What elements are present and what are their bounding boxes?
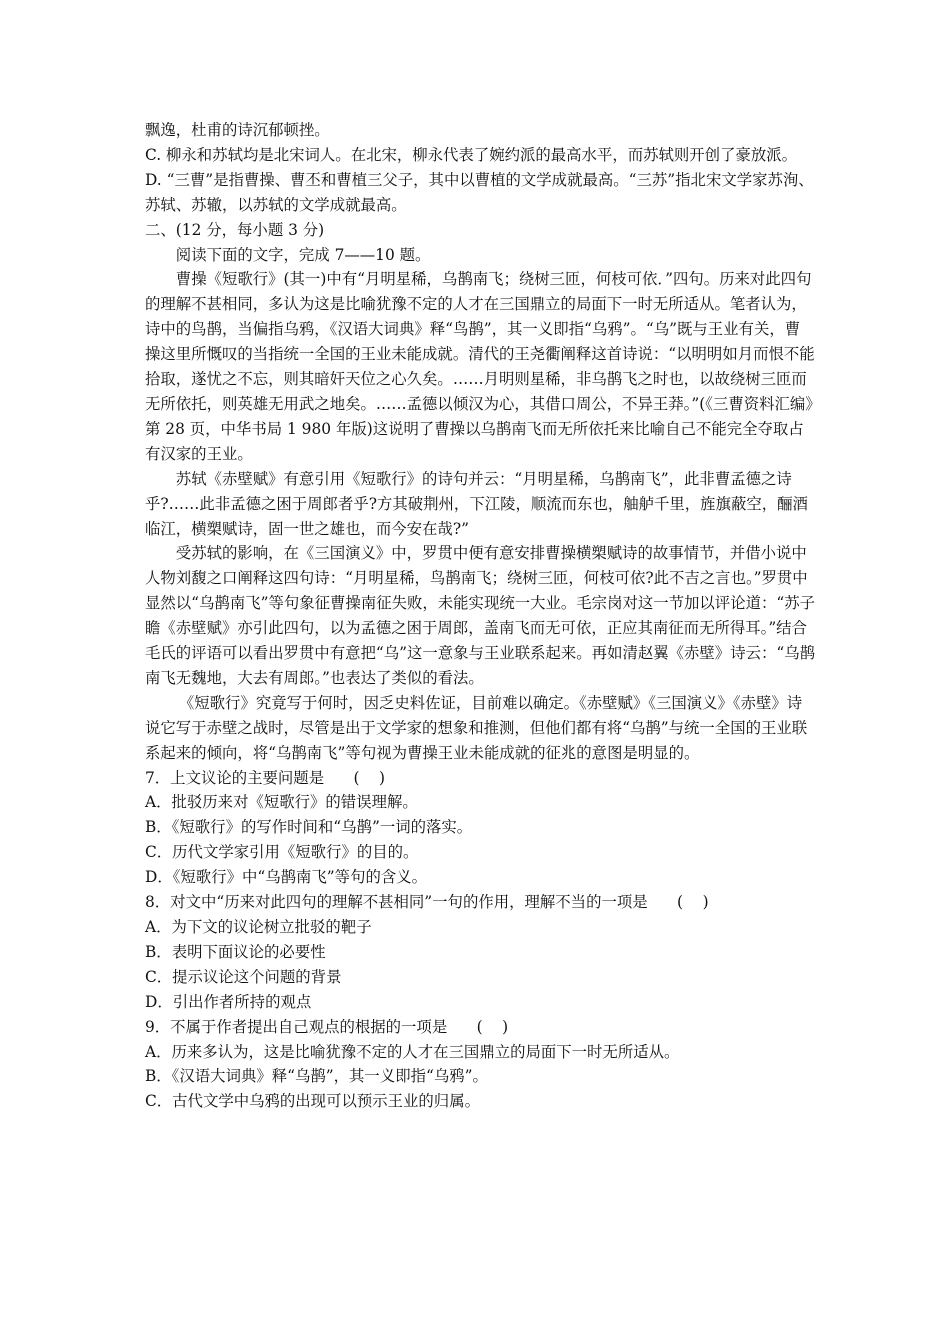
answer-option-c: C．古代文学中乌鸦的出现可以预示王业的归属。	[145, 1092, 480, 1111]
answer-option-a: A．为下文的议论树立批驳的靶子	[145, 918, 372, 936]
question-9	[145, 1015, 815, 1115]
question-8	[145, 890, 815, 1015]
reading-instruction: 阅读下面的文字，完成 7——10 题。	[175, 245, 431, 264]
answer-option-d: D．引出作者所持的观点	[145, 992, 312, 1011]
answer-option-b: B．《汉语大词典》释“乌鹊”，其一义即指“乌鸦”。	[145, 1067, 488, 1086]
answer-option-b: B．《短歌行》的写作时间和“乌鹊”一词的落实。	[145, 818, 473, 837]
passage-paragraph-1: 曹操《短歌行》(其一)中有“月明星稀，乌鹊南飞；绕树三匝，何枝可依．”四句。历来对此四句的理解不甚相同，多认为这是比喻犹豫不定的人才在三国鼎立的局面下一时无所适从。笔者认为，诗中的鸟鹊，当偏指乌鸦，《汉语大词典》释“鸟鹊”，其一义即指“乌鸦”。“乌”既与王业有关，曹操这里所慨叹的当指统一全国的王业未能成就。清代的王尧衢阐释这首诗说：“以明明如月而恨不能拾取，遂忧之不忘，则其暗奸天位之心久矣。……月明则星稀，非乌鹊飞之时也，以故绕树三匝而无所依托，则英雄无用武之地矣。……孟德以倾汉为心，其借口周公，不异王莽。”(《三曹资料汇编》第 28 页，中华书局 1 980 年版)这说明了曹操以乌鹊南飞而无所依托来比喻自己不能完全夺取占有汉家的王业。	[145, 270, 815, 463]
answer-option-c: C．提示议论这个问题的背景	[145, 967, 342, 986]
answer-option-a: A．历来多认为，这是比喻犹豫不定的人才在三国鼎立的局面下一时无所适从。	[145, 1042, 680, 1061]
passage-paragraph-2: 苏轼《赤壁赋》有意引用《短歌行》的诗句并云：“月明星稀，乌鹊南飞”，此非曹孟德之诗乎?……此非孟德之困于周郎者乎?方其破荆州，下江陵，顺流而东也，舳舻千里，旌旗蔽空，酾酒临江，横槊赋诗，固一世之雄也，而今安在哉?”	[145, 469, 808, 538]
answer-option-a: A．批驳历来对《短歌行》的错误理解。	[145, 793, 418, 812]
continued-option-text: 飘逸，杜甫的诗沉郁顿挫。	[145, 121, 330, 139]
document-page	[145, 118, 815, 1114]
question-stem: 7．上文议论的主要问题是 ( )	[145, 768, 386, 787]
question-stem: 8．对文中“历来对此四句的理解不甚相同”一句的作用，理解不当的一项是 ( )	[145, 893, 709, 912]
option-c-prev-question: C. 柳永和苏轼均是北宋词人。在北宋，柳永代表了婉约派的最高水平，而苏轼则开创了豪放派。	[145, 145, 798, 164]
question-stem: 9．不属于作者提出自己观点的根据的一项是 ( )	[145, 1017, 509, 1036]
answer-option-d: D．《短歌行》中“乌鹊南飞”等句的含义。	[145, 868, 428, 887]
answer-option-b: B．表明下面议论的必要性	[145, 942, 326, 961]
passage-paragraph-3: 受苏轼的影响，在《三国演义》中，罗贯中便有意安排曹操横槊赋诗的故事情节，并借小说中人物刘馥之口阐释这四句诗：“月明星稀，鸟鹊南飞；绕树三匝，何枝可依?此不吉之言也。”罗贯中显然以“乌鹊南飞”等句象征曹操南征失败，未能实现统一大业。毛宗岗对这一节加以评论道：“苏子瞻《赤壁赋》亦引此四句，以为孟德之困于周郎，盖南飞而无可依，正应其南征而无所得耳。”结合毛氏的评语可以看出罗贯中有意把“乌”这一意象与王业联系起来。再如清赵翼《赤壁》诗云：“乌鹊南飞无魏地，大去有周郎。”也表达了类似的看法。	[145, 544, 816, 687]
section-heading: 二、(12 分，每小题 3 分)	[145, 220, 325, 239]
answer-option-c: C．历代文学家引用《短歌行》的目的。	[145, 843, 419, 862]
question-7	[145, 766, 815, 891]
passage-paragraph-4: 《短歌行》究竟写于何时，因乏史料佐证，目前难以确定。《赤壁赋》《三国演义》《赤壁》诗说它写于赤壁之战时，尽管是出于文学家的想象和推测，但他们都有将“乌鹊”与统一全国的王业联系起来的倾向，将“乌鹊南飞”等句视为曹操王业未能成就的征兆的意图是明显的。	[145, 693, 808, 762]
option-d-prev-question: D. “三曹”是指曹操、曹丕和曹植三父子，其中以曹植的文学成就最高。“三苏”指北宋文学家苏洵、苏轼、苏辙，以苏轼的文学成就最高。	[145, 170, 814, 214]
